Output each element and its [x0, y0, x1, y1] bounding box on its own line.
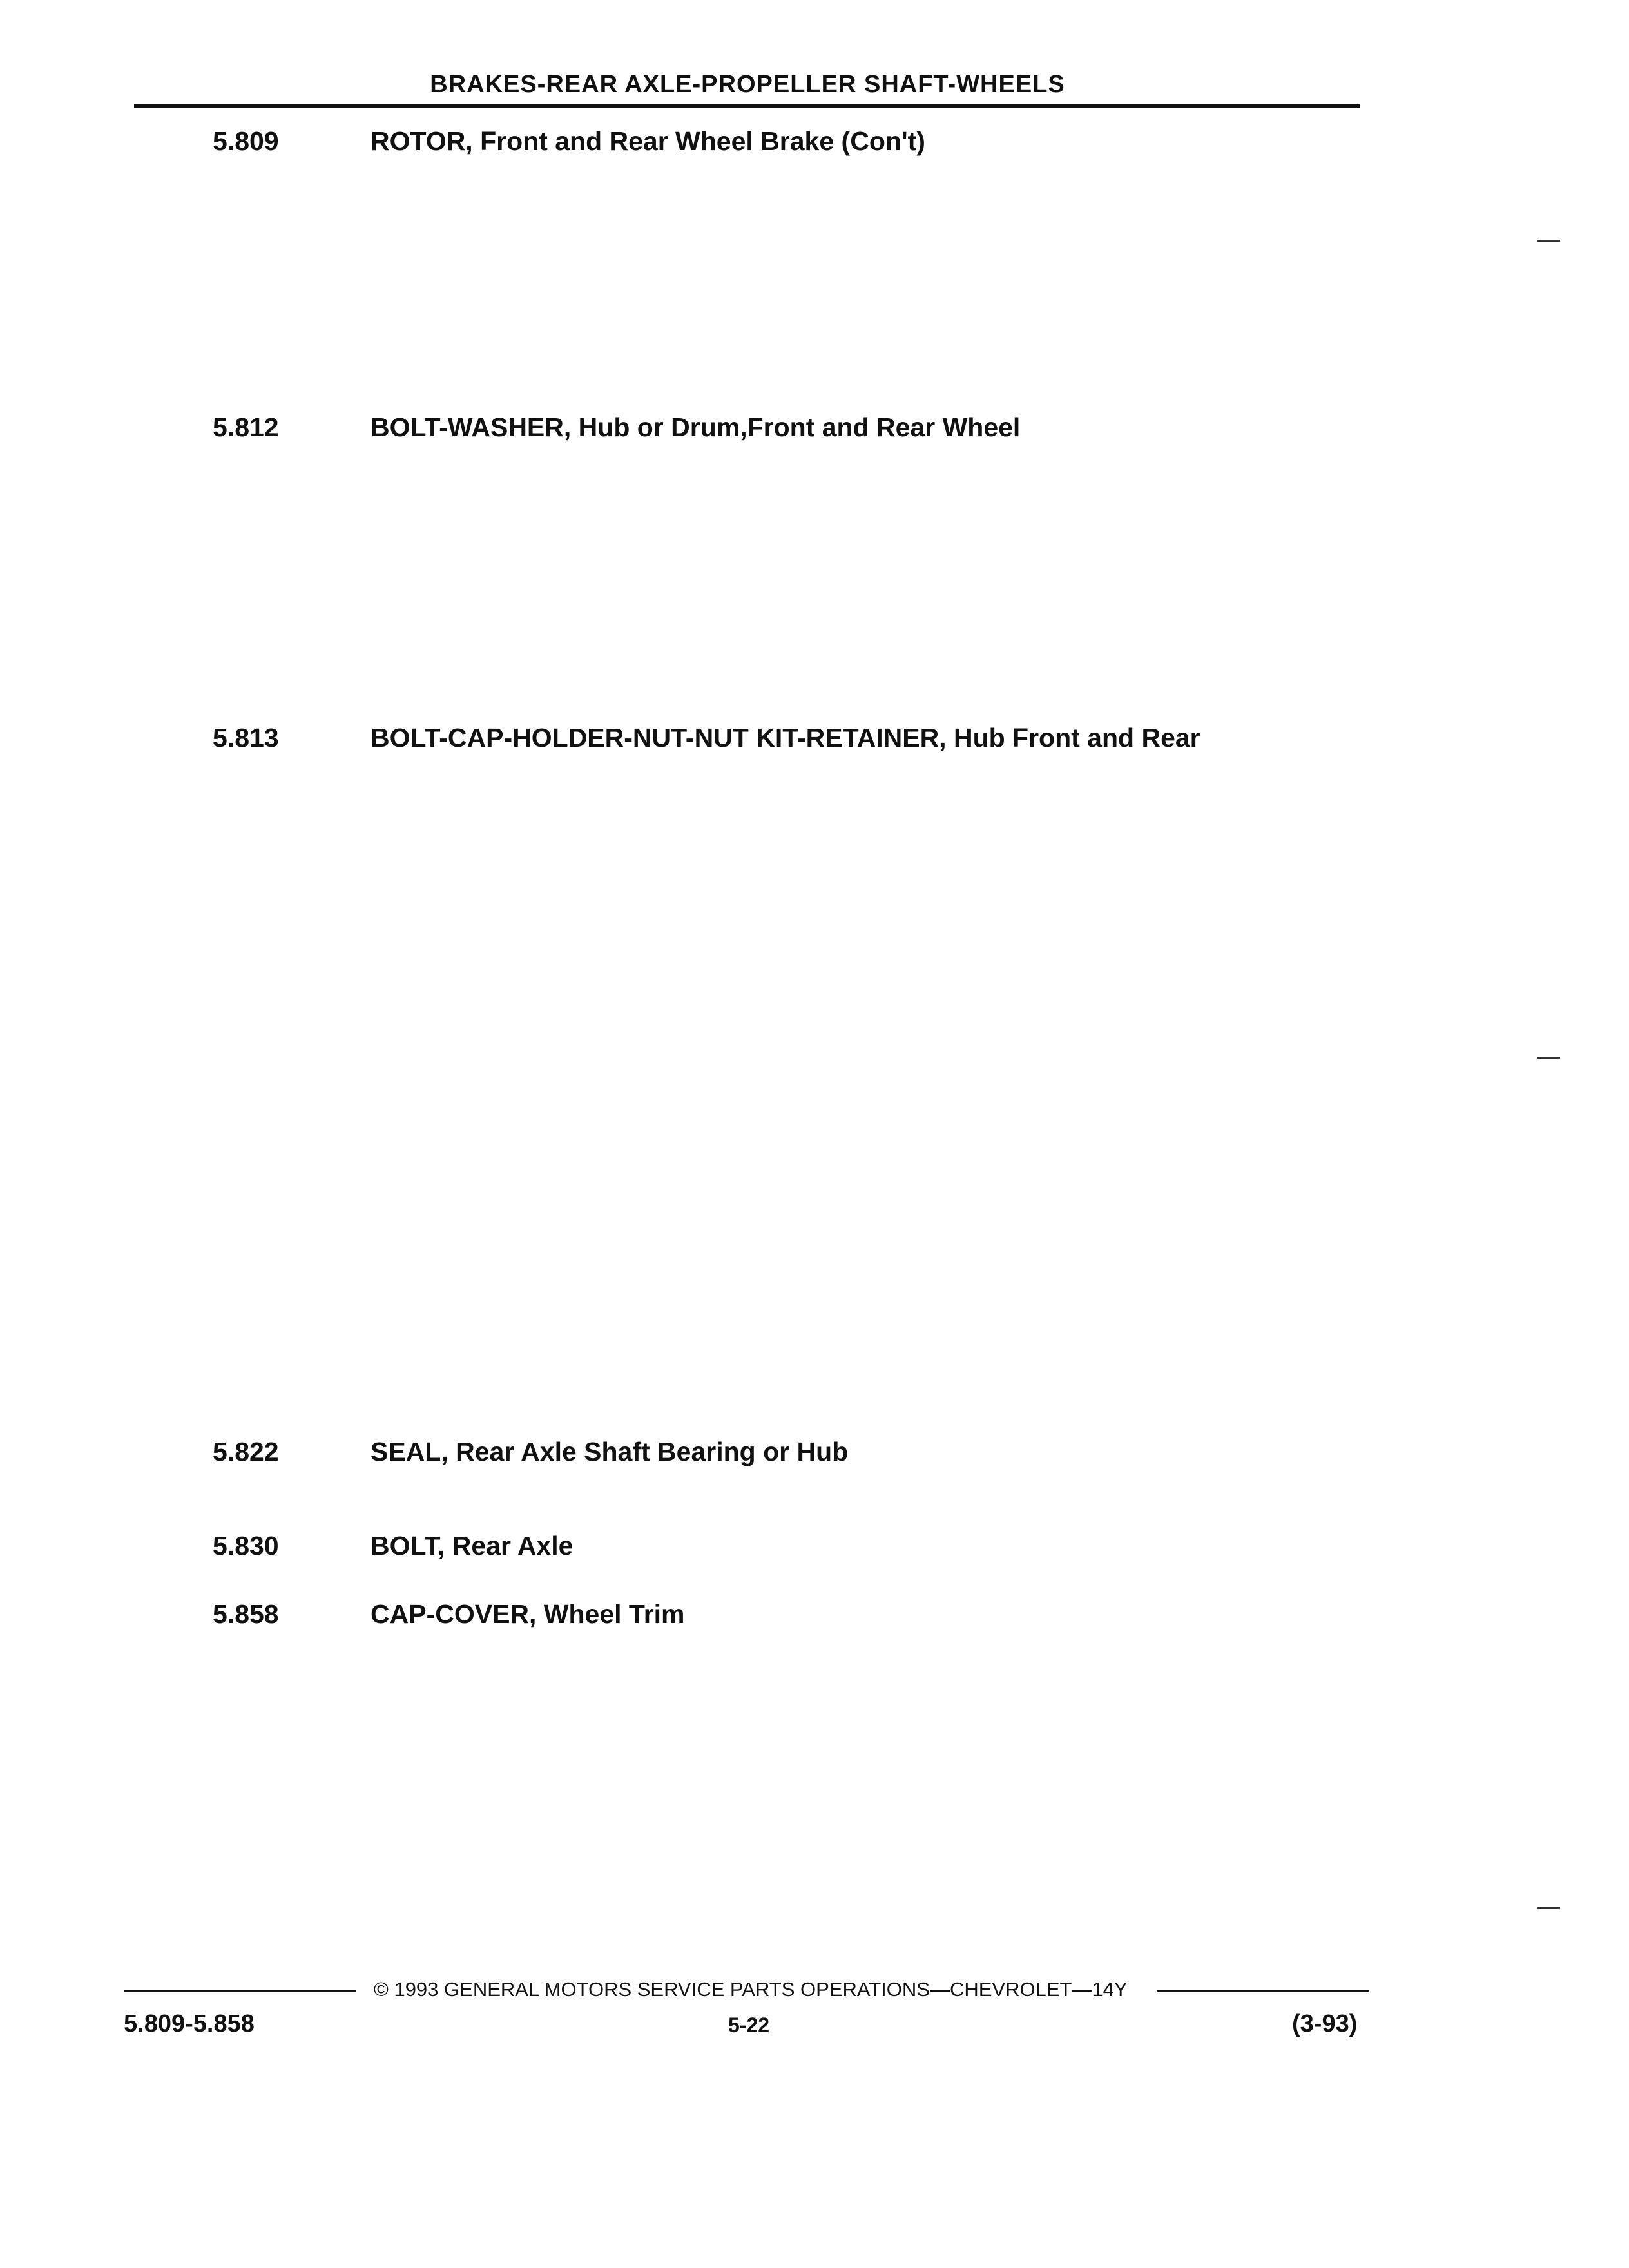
- section-title: BOLT-WASHER, Hub or Drum,Front and Rear Wheel: [371, 412, 1021, 442]
- section-number: 5.822: [213, 1437, 279, 1466]
- footer-rule-left: [124, 1990, 356, 1992]
- page-header-title: BRAKES-REAR AXLE-PROPELLER SHAFT-WHEELS: [430, 71, 1065, 98]
- section-title: BOLT-CAP-HOLDER-NUT-NUT KIT-RETAINER, Hub Front and Rear: [371, 723, 1200, 753]
- section-title: ROTOR, Front and Rear Wheel Brake (Con't): [371, 126, 925, 156]
- footer-page-number: 5-22: [728, 2013, 770, 2037]
- section-number: 5.809: [213, 126, 279, 156]
- section-number: 5.858: [213, 1599, 279, 1629]
- footer-section-range: 5.809-5.858: [124, 2010, 255, 2037]
- footer-rule-right: [1157, 1990, 1369, 1992]
- section-number: 5.813: [213, 723, 279, 753]
- footer-copyright: © 1993 GENERAL MOTORS SERVICE PARTS OPERATIONS—CHEVROLET—14Y: [374, 1978, 1128, 2001]
- section-number: 5.812: [213, 412, 279, 442]
- margin-tick: [1537, 1907, 1560, 1909]
- header-rule: [134, 104, 1360, 108]
- section-number: 5.830: [213, 1531, 279, 1561]
- margin-tick: [1537, 1057, 1560, 1059]
- footer-revision-date: (3-93): [1292, 2010, 1358, 2037]
- section-title: CAP-COVER, Wheel Trim: [371, 1599, 685, 1629]
- section-title: SEAL, Rear Axle Shaft Bearing or Hub: [371, 1437, 849, 1466]
- section-title: BOLT, Rear Axle: [371, 1531, 574, 1561]
- margin-tick: [1537, 240, 1560, 242]
